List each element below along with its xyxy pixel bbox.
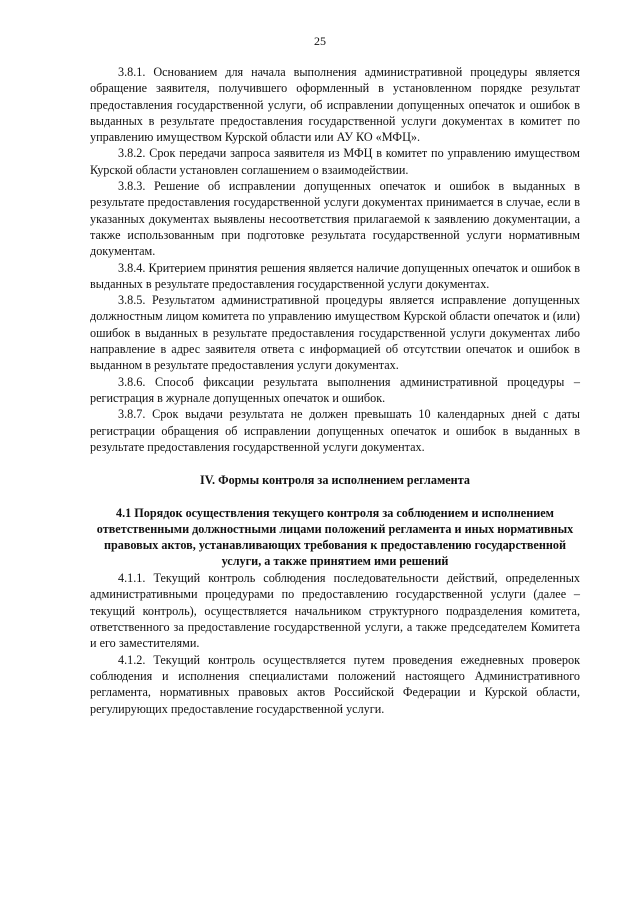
document-body: [90, 64, 580, 717]
paragraph-3-8-3: 3.8.3. Решение об исправлении допущенных опечаток и ошибок в выданных в результате предоставления государственной услуги документах принимается в случае, если в указанных документах выявлены несоответствия прилагаемой к заявлению документации, а также использованным при подготовке результата государственной услуги нормативным документам.: [90, 179, 580, 259]
paragraph-3-8-1: 3.8.1. Основанием для начала выполнения административной процедуры является обращение заявителя, получившего оформленный в установленном порядке результат предоставления государственной услуги, об исправлении допущенных опечаток и ошибок в выданных в результате предоставления государственной услуги документах в комитет по управлению имуществом Курской области или АУ КО «МФЦ».: [90, 65, 580, 145]
page-number: 25: [314, 34, 326, 48]
paragraph-4-1-2: 4.1.2. Текущий контроль осуществляется путем проведения ежедневных проверок соблюдения и исполнения специалистами положений настоящего Административного регламента, нормативных правовых актов Российской Федерации и Курской области, регулирующих предоставление государственной услуги.: [90, 652, 580, 716]
subsection-heading: 4.1 Порядок осуществления текущего контроля за соблюдением и исполнением ответственными должностными лицами положений регламента и иных нормативных правовых актов, устанавливающих требования к предоставлению государственной услуги, а также принятием ими решений: [96, 506, 574, 569]
paragraph-3-8-6: 3.8.6. Способ фиксации результата выполнения административной процедуры – регистрация в журнале допущенных опечаток и ошибок.: [90, 374, 580, 405]
paragraph-3-8-4: 3.8.4. Критерием принятия решения является наличие допущенных опечаток и ошибок в выданных в результате предоставления государственной услуги документах.: [90, 260, 580, 291]
paragraph-3-8-5: 3.8.5. Результатом административной процедуры является исправление допущенных должностным лицом комитета по управлению имуществом Курской области опечаток и (или) ошибок в выданных в результате предоставления государственной услуги документах либо направление в адрес заявителя ответа с информацией об отсутствии опечаток и ошибок в выданном в результате предоставления услуги документах.: [90, 293, 580, 373]
paragraph-3-8-7: 3.8.7. Срок выдачи результата не должен превышать 10 календарных дней с даты регистрации обращения об исправлении допущенных опечаток и ошибок в выданных в результате предоставления государственной услуги документах.: [90, 407, 580, 454]
section-heading: IV. Формы контроля за исполнением регламента: [200, 473, 470, 488]
paragraph-4-1-1: 4.1.1. Текущий контроль соблюдения последовательности действий, определенных административными процедурами по предоставлению государственной услуги (далее – текущий контроль), осуществляется начальником структурного подразделения комитета, ответственного за предоставление государственной услуги, а также председателем Комитета и его заместителями.: [90, 571, 580, 651]
paragraph-3-8-2: 3.8.2. Срок передачи запроса заявителя из МФЦ в комитет по управлению имуществом Курской области установлен соглашением о взаимодействии.: [90, 146, 580, 177]
